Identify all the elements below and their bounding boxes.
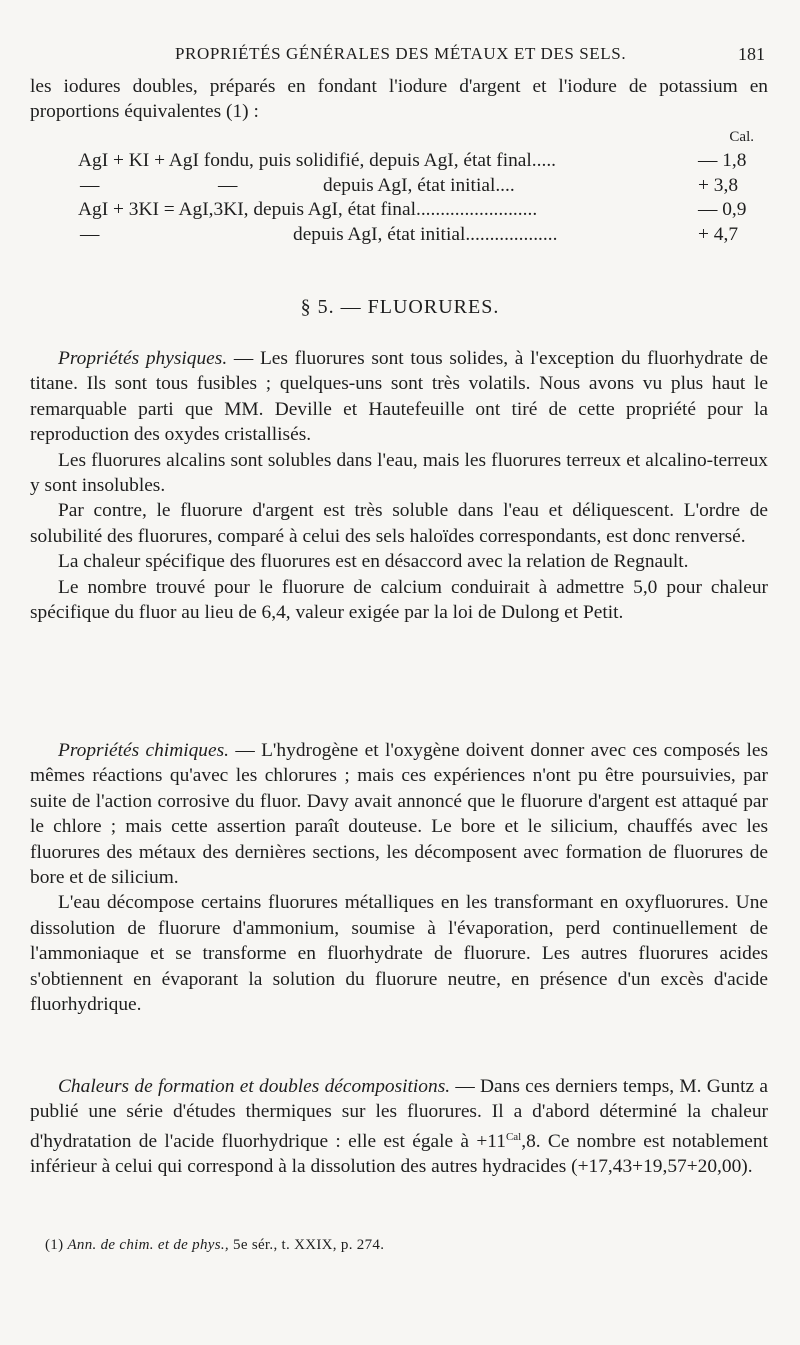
paragraph-lead: Chaleurs de formation et doubles décompositions. (58, 1076, 451, 1097)
intro-paragraph: les iodures doubles, préparés en fondant l'iodure d'argent et l'iodure de potassium en proportions équivalentes (1) : (30, 76, 768, 123)
footnote (45, 1237, 384, 1254)
footnote-source: Ann. de chim. et de phys., (67, 1237, 229, 1253)
row-description: depuis AgI, état initial.... (323, 174, 515, 196)
paragraph-heats (30, 1074, 768, 1180)
table-row (78, 199, 768, 224)
paragraph: L'eau décompose certains fluorures métalliques en les transformant en oxyfluorures. Une dissolution de fluorure d'ammonium, soumise à l'évaporation, perd continuellement de l'ammoniaque et se transforme en fluorhydrate de fluorure. Les autres fluorures acides s'obtiennent en évaporant la solution du fluorure neutre, en présence d'un excès d'acide fluorhydrique. (30, 892, 768, 1016)
page-header (0, 44, 800, 72)
table-row (78, 150, 768, 175)
superscript-unit: Cal (505, 1130, 522, 1143)
footnote-mark: (1) (45, 1237, 64, 1253)
row-value: — 1,8 (698, 150, 747, 171)
ditto-dash: — (80, 174, 100, 196)
paragraph-text: — Dans ces derniers temps, M. Guntz a publié une série d'études thermiques sur les fluorures. Il a d'abord déterminé la chaleur d'hydratation de l'acide fluorhydrique : elle est égale à +11 (30, 1076, 768, 1152)
table-row (78, 175, 768, 200)
thermal-table (78, 150, 768, 248)
intro-block (30, 74, 768, 125)
paragraph-text: ,8. Ce nombre est notablement inférieur à celui qui correspond à la dissolution des autres hydracides (+17,43+19,57+20,00). (30, 1130, 768, 1178)
row-description: AgI + KI + AgI fondu, puis solidifié, depuis AgI, état final..... (78, 150, 557, 171)
row-value: + 3,8 (698, 174, 739, 196)
paragraph-text: — L'hydrogène et l'oxygène doivent donner avec ces composés les mêmes réactions qu'avec les chlorures ; mais ces expériences n'ont pu être poursuivies, par suite de l'action corrosive du fluor. Davy avait annoncé que le fluorure d'argent est attaqué par le chlore ; mais cette assertion paraît douteuse. Le bore et le silicium, chauffés avec les fluorures des métaux des dernières sections, les décomposent avec formation de fluorures de bore et de silicium. (30, 740, 768, 889)
paragraph-chemical (30, 738, 768, 890)
paragraph: Le nombre trouvé pour le fluorure de calcium conduirait à admettre 5,0 pour chaleur spécifique du fluor au lieu de 6,4, valeur exigée par la loi de Dulong et Petit. (30, 576, 768, 624)
body-part-1 (30, 346, 768, 625)
running-title: PROPRIÉTÉS GÉNÉRALES DES MÉTAUX ET DES SELS. (175, 44, 627, 63)
row-description: depuis AgI, état initial................... (293, 223, 558, 245)
body-part-2 (30, 738, 768, 1017)
section-title: § 5. — FLUORURES. (300, 296, 500, 318)
row-value: + 4,7 (698, 223, 739, 245)
paragraph-lead: Propriétés physiques. (58, 348, 228, 369)
paragraph-lead: Propriétés chimiques. (58, 740, 229, 761)
ditto-dash: — (80, 223, 100, 245)
table-unit-label: Cal. (729, 129, 754, 145)
paragraph: Les fluorures alcalins sont solubles dans l'eau, mais les fluorures terreux et alcalino-terreux y sont insolubles. (30, 449, 768, 497)
body-part-3 (30, 1074, 768, 1180)
paragraph: La chaleur spécifique des fluorures est en désaccord avec la relation de Regnault. (58, 551, 689, 573)
row-value: — 0,9 (698, 199, 747, 221)
paragraph-physical (30, 346, 768, 448)
footnote-reference: 5e sér., t. XXIX, p. 274. (233, 1237, 385, 1253)
paragraph-text: — Les fluorures sont tous solides, à l'exception du fluorhydrate de titane. Ils sont tous fusibles ; quelques-uns sont très volatils. Nous avons vu plus haut le remarquable parti que MM. Deville et Hautefeuille ont tiré de cette propriété pour la reproduction des oxydes cristallisés. (30, 348, 768, 446)
ditto-dash: — (218, 174, 238, 196)
paragraph: Par contre, le fluorure d'argent est très soluble dans l'eau et déliquescent. L'ordre de solubilité des fluorures, comparé à celui des sels haloïdes correspondants, est donc renversé. (30, 500, 768, 547)
row-description: AgI + 3KI = AgI,3KI, depuis AgI, état final......................... (78, 199, 538, 221)
table-row (78, 224, 768, 249)
page-number: 181 (738, 44, 765, 64)
